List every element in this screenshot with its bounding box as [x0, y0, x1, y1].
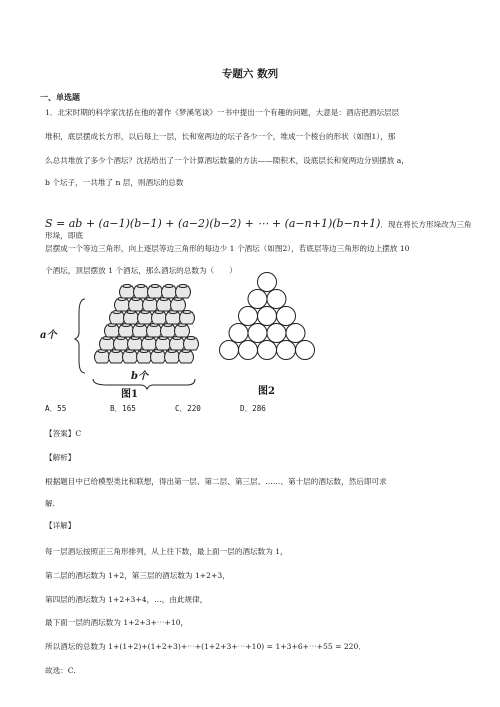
question-text-1: 北宋时期的科学家沈括在他的著作《梦溪笔谈》一书中提出一个有趣的问题，大意是：酒店把酒坛层层 [57, 108, 400, 117]
jar-mouth [183, 311, 191, 314]
question-line-6: 个酒坛，顶层摆放 1 个酒坛，那么酒坛的总数为（ ） [45, 266, 237, 275]
question-line-1 [45, 107, 399, 118]
option-a[interactable]: A．55 [45, 404, 67, 413]
jar-circle [220, 341, 239, 360]
jar-mouth [151, 285, 159, 288]
detail-line-3: 第四层的酒坛数为 1+2+3+4，…，由此规律， [45, 595, 208, 604]
jar-circle [267, 324, 286, 343]
jar-circle [239, 341, 258, 360]
option-c[interactable]: C．220 [175, 404, 201, 413]
jar-circle [239, 307, 258, 326]
question-line-2: 堆积，底层摆成长方形，以后每上一层，长和宽两边的坛子各少一个，堆成一个棱台的形状（如图1），那 [45, 132, 396, 141]
jar-mouth [165, 285, 173, 288]
question-line-5: 层摆成一个等边三角形，向上逐层等边三角形的每边少 1 个酒坛（如图2），若底层等边三角形的边上摆放 10 [45, 244, 410, 253]
detail-heading: 【详解】 [45, 521, 76, 530]
figure-1-caption: 图1 [121, 389, 138, 400]
page-title: 专题六 数列 [221, 68, 279, 80]
formula-continuation: ．现在将长方形垛改为三角形垛，即底 [45, 220, 472, 240]
jar-circle [258, 273, 277, 292]
question-line-4: b 个坛子，一共堆了 n 层，则酒坛的总数 [45, 178, 184, 187]
question-line-3: 么总共堆放了多少个酒坛？沈括给出了一个计算酒坛数量的方法——隙积术，设底层长和宽两边分别摆放 a， [45, 156, 409, 165]
jar-circle [248, 290, 267, 309]
analysis-text: 根据题目中已给模型类比和联想，得出第一层、第二层、第三层、……、第十层的酒坛数，然后即可求 [45, 477, 387, 486]
detail-line-5: 所以酒坛的总数为 1+(1+2)+(1+2+3)+⋯+(1+2+3+⋯+10) = 1+3+6+⋯+55 = 220． [45, 642, 366, 651]
jar-circle [296, 341, 315, 360]
label-b: b个 [131, 371, 148, 382]
jar-mouth [187, 337, 195, 340]
figure-2-triangle-circles [212, 270, 322, 375]
options [45, 403, 465, 414]
option-b[interactable]: B．165 [110, 404, 136, 413]
jar-circle [229, 324, 248, 343]
detail-line-1: 每一层酒坛按照正三角形排列，从上往下数，最上面一层的酒坛数为 1， [45, 547, 288, 556]
detail-line-2: 第二层的酒坛数为 1+2，第三层的酒坛数为 1+2+3， [45, 571, 230, 580]
jar-circle [258, 341, 277, 360]
option-d[interactable]: D．286 [240, 404, 266, 413]
jar-mouth [123, 285, 131, 288]
section-heading: 一、单选题 [40, 93, 80, 102]
formula: S = ab + (a−1)(b−1) + (a−2)(b−2) + ⋯ + (a−n+1)(b−n+1) [45, 217, 381, 230]
jar-mouth [137, 285, 145, 288]
jar-circle [258, 307, 277, 326]
formula-line [45, 217, 475, 241]
question-number: 1． [45, 108, 58, 117]
jar-circle [267, 290, 286, 309]
jar-circle [286, 324, 305, 343]
answer: 【答案】C [45, 429, 82, 438]
analysis-heading: 【解析】 [45, 453, 76, 462]
jar-circle [277, 307, 296, 326]
figure-1-jar-stack [45, 255, 215, 395]
label-a: a个 [40, 330, 57, 341]
detail-line-6: 故选：C. [45, 666, 76, 675]
analysis-text-2: 解. [45, 499, 56, 508]
jar-mouth [179, 285, 187, 288]
detail-line-4: 最下面一层的酒坛数为 1+2+3+⋯+10， [45, 618, 189, 627]
jar-circle [277, 341, 296, 360]
jar-circle [248, 324, 267, 343]
figure-2-caption: 图2 [258, 386, 275, 397]
